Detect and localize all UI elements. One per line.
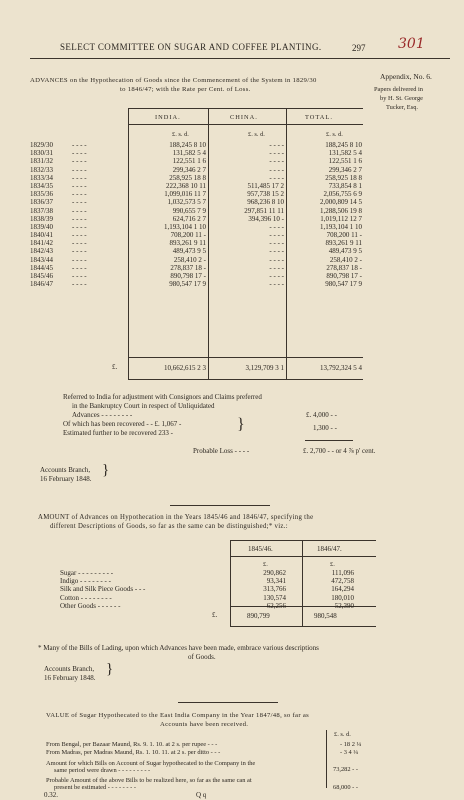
table1-india: 980,547 17 9 bbox=[169, 280, 206, 289]
table1-total: 122,551 1 6 bbox=[328, 157, 362, 166]
table1-dash: - - - - bbox=[72, 263, 87, 272]
table2-value-b: 111,096 bbox=[331, 569, 354, 577]
table2-title-line1: AMOUNT of Advances on Hypothecation in the Years 1845/46 and 1846/47, specifying the bbox=[38, 514, 314, 521]
table1-row bbox=[30, 157, 370, 165]
table1-china: - - - - bbox=[269, 165, 284, 174]
table1-india: 624,716 2 7 bbox=[172, 214, 206, 223]
page-number: 297 bbox=[352, 43, 366, 53]
table1-china: 394,396 10 - bbox=[248, 214, 284, 223]
bills-line1: Amount for which Bills on Account of Sugar hypothecated to the Company in the bbox=[46, 760, 256, 767]
appendix-note-1: Papers delivered in bbox=[374, 86, 423, 93]
sign1-line1: Accounts Branch, bbox=[40, 466, 91, 474]
madras-label: From Madras, per Madras Maund, Rs. 1. 10. 11. at 2 s. per ditto - - - bbox=[46, 749, 221, 756]
table1-year: 1835/36 bbox=[30, 190, 53, 199]
table1-dash: - - - - bbox=[72, 141, 87, 149]
table1-row bbox=[30, 182, 370, 190]
recovered-label: Of which has been recovered - - £. 1,067 - bbox=[63, 420, 182, 428]
table1-row bbox=[30, 198, 370, 206]
table1-china: - - - - bbox=[269, 231, 284, 240]
table2-value-b: 52,390 bbox=[334, 601, 354, 610]
table1-total: 708,200 11 - bbox=[326, 231, 362, 240]
table1-china: - - - - bbox=[269, 173, 284, 182]
table1-year: 1844/45 bbox=[30, 263, 53, 272]
table1-dash: - - - - bbox=[72, 157, 87, 166]
table1-row bbox=[30, 231, 370, 239]
bengal-value: - 18 2 ¼ bbox=[340, 741, 362, 748]
table2-label: Other Goods - - - - - - bbox=[60, 601, 121, 610]
footnote-line2: of Goods. bbox=[188, 653, 216, 661]
table1-year: 1841/42 bbox=[30, 239, 53, 248]
table1-china: - - - - bbox=[269, 141, 284, 149]
table1-total: 188,245 8 10 bbox=[325, 141, 362, 149]
table2-bottom-rule bbox=[230, 626, 376, 627]
table1-india: 893,261 9 11 bbox=[169, 239, 206, 248]
table1-row bbox=[30, 190, 370, 198]
referred-line2: in the Bankruptcy Court in respect of Unliquidated bbox=[72, 402, 215, 410]
table1-china: - - - - bbox=[269, 280, 284, 289]
table1-dash: - - - - bbox=[72, 190, 87, 199]
table1-india: 222,368 10 11 bbox=[166, 181, 206, 190]
table1-row bbox=[30, 264, 370, 272]
table1-row bbox=[30, 239, 370, 247]
table1-india: 1,099,016 11 7 bbox=[164, 190, 206, 199]
table1-col-total: TOTAL. bbox=[305, 114, 333, 121]
table1-total-total: 13,792,324 5 4 bbox=[320, 364, 362, 372]
table2-value-a: 130,574 bbox=[263, 593, 286, 602]
table2-body bbox=[60, 569, 380, 610]
table1-dash: - - - - bbox=[72, 181, 87, 190]
table1-india: 708,200 11 - bbox=[170, 231, 206, 240]
table1-body bbox=[30, 141, 370, 288]
table2-total-label: £. bbox=[212, 611, 218, 619]
table1-total: 1,019,112 12 7 bbox=[320, 214, 362, 223]
footer-left: 0.32. bbox=[44, 791, 58, 799]
page-header-title: SELECT COMMITTEE ON SUGAR AND COFFEE PLANTING. bbox=[60, 42, 322, 52]
bills-value: 73,282 - - bbox=[333, 766, 359, 773]
loss-rule bbox=[305, 440, 353, 441]
table1-india: 1,032,573 5 7 bbox=[167, 198, 206, 207]
table2-top-rule bbox=[230, 540, 376, 541]
table2-title-line2: different Descriptions of Goods, so far as the same can be distinguished;* viz.: bbox=[50, 523, 288, 530]
recovered-value: 1,300 - - bbox=[313, 424, 337, 432]
table1-dash: - - - - bbox=[72, 231, 87, 240]
table1-dash: - - - - bbox=[72, 165, 87, 174]
table1-year: 1831/32 bbox=[30, 157, 53, 166]
table1-year: 1834/35 bbox=[30, 181, 53, 190]
sign2-line2: 16 February 1848. bbox=[44, 674, 96, 682]
table1-unit-india: £. s. d. bbox=[172, 131, 189, 138]
table2-col-1845: 1845/46. bbox=[248, 545, 273, 553]
table1-india: 122,551 1 6 bbox=[172, 157, 206, 166]
table1-unit-total: £. s. d. bbox=[326, 131, 343, 138]
recovered-brace: } bbox=[237, 416, 245, 433]
table2-label: Sugar - - - - - - - - - bbox=[60, 569, 114, 577]
table1-dash: - - - - bbox=[72, 198, 87, 207]
realised-line2: present be estimated - - - - - - - - bbox=[54, 784, 136, 791]
table1-china: - - - - bbox=[269, 272, 284, 280]
table1-total: 258,925 18 8 bbox=[325, 173, 362, 182]
table1-dash: - - - - bbox=[72, 206, 87, 215]
table1-india: 299,346 2 7 bbox=[172, 165, 206, 174]
table1-india: 258,925 18 8 bbox=[169, 173, 206, 182]
table1-total: 1,288,506 19 8 bbox=[320, 206, 362, 215]
table1-total-india: 10,662,615 2 3 bbox=[164, 364, 206, 372]
table1-year: 1843/44 bbox=[30, 255, 53, 264]
table1-row bbox=[30, 207, 370, 215]
table1-china: 968,236 8 10 bbox=[247, 198, 284, 207]
referred-line1: Referred to India for adjustment with Consignors and Claims preferred bbox=[63, 393, 262, 401]
table1-col-china: CHINA. bbox=[230, 114, 258, 121]
table1-dash: - - - - bbox=[72, 280, 87, 289]
table1-year: 1832/33 bbox=[30, 165, 53, 174]
sign1-brace: } bbox=[102, 462, 110, 478]
table1-total: 278,837 18 - bbox=[326, 263, 362, 272]
table1-row bbox=[30, 247, 370, 255]
madras-value: - 3 4 ¼ bbox=[340, 749, 359, 756]
realised-value: 68,000 - - bbox=[333, 784, 359, 791]
table1-total-label: £. bbox=[112, 363, 118, 371]
loss-value: £. 2,700 - - or 4 ⅞ p' cent. bbox=[303, 447, 376, 455]
table1-year: 1833/34 bbox=[30, 173, 53, 182]
table1-china: - - - - bbox=[269, 247, 284, 256]
table1-india: 1,193,104 1 10 bbox=[164, 222, 206, 231]
table2-col-1846: 1846/47. bbox=[317, 545, 342, 553]
table2-value-a: 313,766 bbox=[263, 585, 286, 594]
table1-year: 1842/43 bbox=[30, 247, 53, 256]
table1-col-india: INDIA. bbox=[155, 114, 181, 121]
advances-value: £. 4,000 - - bbox=[306, 411, 337, 419]
table1-china: - - - - bbox=[269, 255, 284, 264]
table1-total-rule bbox=[128, 357, 363, 358]
table1-year: 1840/41 bbox=[30, 231, 53, 240]
section-divider-2 bbox=[178, 702, 278, 703]
table2-value-b: 180,010 bbox=[331, 593, 354, 602]
estimated-label: Estimated further to be recovered 233 - bbox=[63, 429, 174, 437]
footnote-line1: * Many of the Bills of Lading, upon which Advances have been made, embrace various descriptions bbox=[38, 644, 319, 652]
advances-label: Advances - - - - - - - - bbox=[72, 411, 133, 419]
table1-total: 980,547 17 9 bbox=[325, 280, 362, 289]
table1-total: 489,473 9 5 bbox=[328, 247, 362, 256]
table1-india: 890,798 17 - bbox=[170, 272, 206, 280]
table1-title-line1: ADVANCES on the Hypothecation of Goods since the Commencement of the System in 1829/30 bbox=[30, 77, 317, 84]
table3-unit: £. s. d. bbox=[334, 731, 351, 738]
section-divider-1 bbox=[170, 505, 270, 506]
table1-china: - - - - bbox=[269, 239, 284, 248]
table1-row bbox=[30, 256, 370, 264]
table1-total: 2,056,755 6 9 bbox=[323, 190, 362, 199]
table3-title-line2: Accounts have been received. bbox=[160, 721, 249, 728]
table1-dash: - - - - bbox=[72, 247, 87, 256]
table1-row bbox=[30, 166, 370, 174]
table1-year: 1845/46 bbox=[30, 272, 53, 280]
table1-total: 131,582 5 4 bbox=[328, 149, 362, 158]
appendix-note-3: Tucker, Esq. bbox=[386, 104, 418, 111]
table1-china: - - - - bbox=[269, 149, 284, 158]
header-rule bbox=[30, 58, 450, 59]
table1-row bbox=[30, 141, 370, 149]
table1-dash: - - - - bbox=[72, 173, 87, 182]
table1-header-rule bbox=[128, 124, 363, 125]
table2-label: Silk and Silk Piece Goods - - - bbox=[60, 585, 146, 594]
table2-unit-b: £. bbox=[330, 561, 335, 568]
table1-row bbox=[30, 174, 370, 182]
footer-center: Q q bbox=[196, 791, 207, 799]
table2-value-b: 472,758 bbox=[331, 577, 354, 586]
table1-row bbox=[30, 149, 370, 157]
table1-total: 2,000,809 14 5 bbox=[320, 198, 362, 207]
table1-bottom-rule bbox=[128, 379, 363, 380]
table1-dash: - - - - bbox=[72, 255, 87, 264]
table1-total-china: 3,129,709 3 1 bbox=[245, 364, 284, 372]
table1-dash: - - - - bbox=[72, 239, 87, 248]
table1-unit-china: £. s. d. bbox=[248, 131, 265, 138]
table1-total: 258,410 2 - bbox=[329, 255, 362, 264]
appendix-label: Appendix, No. 6. bbox=[380, 72, 432, 81]
bills-line2: same period were drawn - - - - - - - - - bbox=[54, 767, 151, 774]
table1-india: 990,655 7 9 bbox=[172, 206, 206, 215]
bengal-label: From Bengal, per Bazaar Maund, Rs. 9. 1. 10. at 2 s. per rupee - - - bbox=[46, 741, 218, 748]
table1-row bbox=[30, 223, 370, 231]
table1-year: 1830/31 bbox=[30, 149, 53, 158]
table1-year: 1839/40 bbox=[30, 222, 53, 231]
table1-year: 1838/39 bbox=[30, 214, 53, 223]
table1-top-rule bbox=[128, 108, 363, 109]
table2-value-a: 290,862 bbox=[263, 569, 286, 577]
table1-total: 890,798 17 - bbox=[326, 272, 362, 280]
table1-india: 489,473 9 5 bbox=[172, 247, 206, 256]
table1-total: 1,193,104 1 10 bbox=[320, 222, 362, 231]
table1-india: 131,582 5 4 bbox=[172, 149, 206, 158]
table2-total-b: 980,548 bbox=[314, 612, 337, 620]
table1-india: 278,837 18 - bbox=[170, 263, 206, 272]
table1-row bbox=[30, 215, 370, 223]
loss-label: Probable Loss - - - - bbox=[193, 447, 250, 455]
table1-total: 893,261 9 11 bbox=[325, 239, 362, 248]
table1-dash: - - - - bbox=[72, 272, 87, 280]
table1-india: 188,245 8 10 bbox=[169, 141, 206, 149]
table2-row bbox=[60, 577, 380, 585]
table2-value-b: 164,294 bbox=[331, 585, 354, 594]
table2-row bbox=[60, 602, 380, 610]
table2-row bbox=[60, 585, 380, 593]
table1-row bbox=[30, 272, 370, 280]
table1-dash: - - - - bbox=[72, 214, 87, 223]
handwritten-page-number: 301 bbox=[398, 36, 425, 52]
table1-dash: - - - - bbox=[72, 149, 87, 158]
table1-dash: - - - - bbox=[72, 222, 87, 231]
table1-title-line2: to 1846/47; with the Rate per Cent. of Loss. bbox=[120, 86, 251, 93]
table1-year: 1846/47 bbox=[30, 280, 53, 289]
table1-total: 733,854 8 1 bbox=[328, 181, 362, 190]
table1-china: - - - - bbox=[269, 222, 284, 231]
table2-unit-a: £. bbox=[263, 561, 268, 568]
table1-china: 957,738 15 2 bbox=[247, 190, 284, 199]
table1-india: 258,410 2 - bbox=[173, 255, 206, 264]
table1-china: 297,851 11 11 bbox=[244, 206, 284, 215]
table2-value-a: 62,256 bbox=[266, 601, 286, 610]
table3-title-line1: VALUE of Sugar Hypothecated to the East India Company in the Year 1847/48, so far as bbox=[46, 712, 309, 719]
table1-total: 299,346 2 7 bbox=[328, 165, 362, 174]
table1-year: 1837/38 bbox=[30, 206, 53, 215]
sign1-line2: 16 February 1848. bbox=[40, 475, 92, 483]
table2-header-rule bbox=[230, 556, 376, 557]
table2-total-a: 890,799 bbox=[247, 612, 270, 620]
table1-year: 1829/30 bbox=[30, 141, 53, 149]
table3-divider bbox=[326, 730, 327, 788]
table1-row bbox=[30, 280, 370, 288]
table1-china: 511,485 17 2 bbox=[247, 181, 284, 190]
table2-label: Indigo - - - - - - - - bbox=[60, 577, 111, 586]
appendix-note-2: by H. St. George bbox=[380, 95, 424, 102]
table1-china: - - - - bbox=[269, 263, 284, 272]
table2-label: Cotton - - - - - - - - bbox=[60, 593, 112, 602]
sign2-line1: Accounts Branch, bbox=[44, 665, 95, 673]
table2-value-a: 93,341 bbox=[266, 577, 286, 586]
table1-china: - - - - bbox=[269, 157, 284, 166]
table2-row bbox=[60, 594, 380, 602]
table1-year: 1836/37 bbox=[30, 198, 53, 207]
sign2-brace: } bbox=[106, 661, 114, 677]
table2-row bbox=[60, 569, 380, 577]
realised-line1: Probable Amount of the above Bills to be realized here, so far as the same can at bbox=[46, 777, 252, 784]
